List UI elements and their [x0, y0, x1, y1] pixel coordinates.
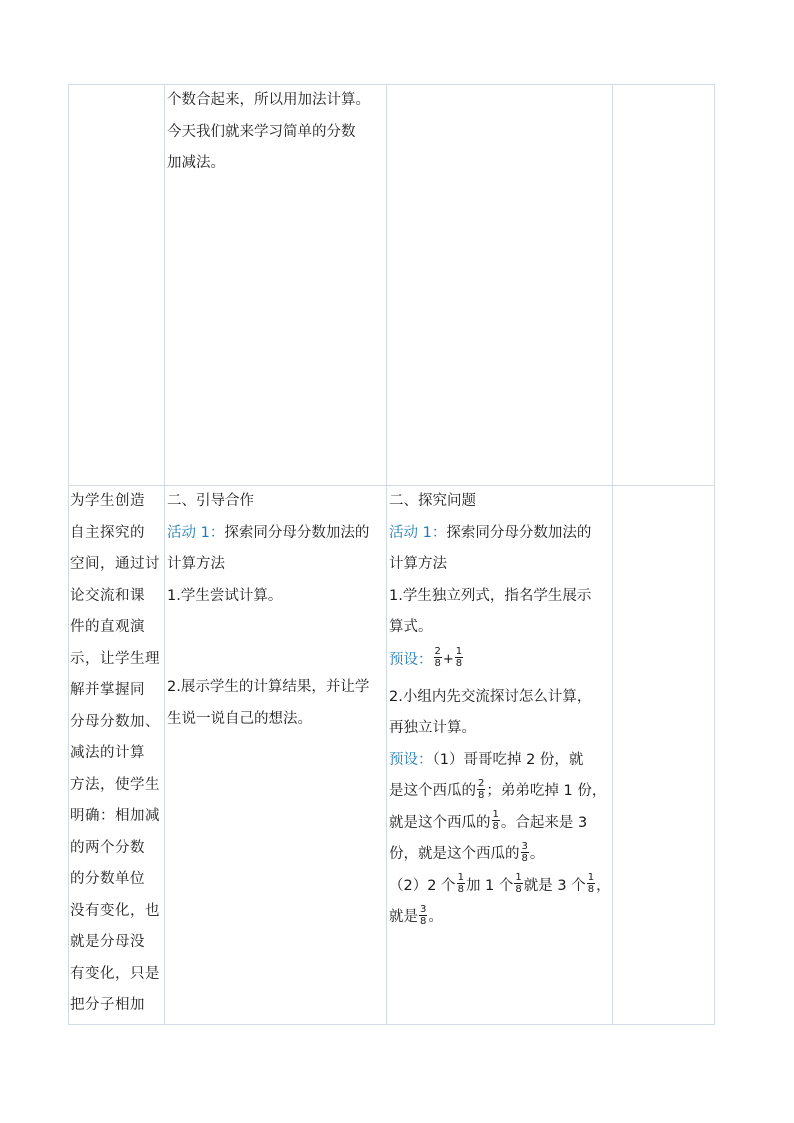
activity-label: 活动 1：: [167, 524, 225, 541]
fraction: [492, 809, 500, 832]
text-line: 分母分数加、: [70, 713, 160, 730]
denominator: 8: [434, 657, 441, 669]
denominator: 8: [420, 915, 427, 927]
text-line: 个数合起来，所以用加法计算。: [167, 92, 370, 108]
text-line: 方法，使学生: [70, 776, 160, 793]
text-line: 加减法。: [167, 155, 225, 171]
text-line: 就是分母没: [70, 934, 145, 950]
section-heading: 二、引导合作: [167, 493, 254, 509]
text-line: 示，让学生理: [70, 650, 160, 667]
notes-cell: [613, 85, 715, 486]
text-line: 的两个分数: [70, 839, 145, 856]
table-row: [69, 85, 715, 486]
text-line: [389, 808, 611, 840]
text-line: [389, 902, 611, 934]
fraction: [587, 872, 595, 895]
text: 。合起来是 3: [500, 814, 588, 831]
text-line: 2.小组内先交流探讨怎么计算，: [389, 688, 592, 705]
fraction: [455, 646, 463, 669]
numerator: 1: [457, 872, 464, 884]
text-line: 今天我们就来学习简单的分数: [167, 123, 356, 140]
student-activity-cell: [387, 85, 613, 486]
text: 是这个西瓜的: [389, 783, 476, 800]
text-line: 有变化，只是: [70, 965, 160, 982]
preset-label: 预设：: [389, 751, 433, 768]
numerator: 1: [492, 809, 499, 821]
activity-line: [167, 518, 385, 550]
text-line: 没有变化，也: [70, 902, 160, 919]
text: 就是: [389, 909, 418, 926]
preset-expression: [389, 644, 611, 676]
denominator: 8: [515, 884, 522, 896]
text-line: 件的直观演: [70, 619, 145, 635]
text-line: 1.学生独立列式，指名学生展示: [389, 587, 592, 604]
fraction: [521, 841, 529, 864]
text: 。: [529, 846, 545, 863]
text: ，: [596, 877, 611, 894]
teacher-activity-cell: [165, 486, 387, 1025]
numerator: 2: [478, 777, 485, 789]
text-line: [389, 776, 611, 808]
text: 份，就是这个西瓜的: [389, 846, 520, 863]
activity-text: 探索同分母分数加法的: [446, 524, 592, 541]
student-activity-cell: [387, 486, 613, 1025]
fraction: [434, 646, 442, 669]
section-heading: 二、探究问题: [389, 493, 476, 509]
plus-sign: +: [442, 651, 454, 667]
activity-text: 探索同分母分数加法的: [224, 524, 370, 541]
text: 就是这个西瓜的: [389, 814, 491, 831]
text: 就是 3 个: [523, 877, 586, 894]
fraction: [457, 872, 465, 895]
text-line: 的分数单位: [70, 871, 145, 887]
design-intent-cell: [69, 486, 165, 1025]
denominator: 8: [457, 884, 464, 896]
numerator: 1: [515, 872, 522, 884]
text-line: [389, 839, 611, 871]
text-line: 1.学生尝试计算。: [167, 587, 283, 604]
fraction: [419, 904, 427, 927]
text-line: [389, 745, 611, 777]
fraction: [514, 872, 522, 895]
text: 加 1 个: [465, 877, 514, 894]
text-line: 再独立计算。: [389, 720, 476, 737]
numerator: 1: [587, 872, 595, 884]
text-line: 计算方法: [167, 556, 225, 572]
text-line: 生说一说自己的想法。: [167, 710, 312, 727]
text-line: 把分子相加: [70, 997, 145, 1013]
text: （1）哥哥吃掉 2 份，就: [432, 751, 584, 768]
preset-label: 预设：: [389, 651, 433, 668]
text-line: 自主探究的: [70, 524, 145, 541]
text-line: 明确：相加减: [70, 808, 160, 824]
activity-line: [389, 518, 611, 550]
text: ；弟弟吃掉 1 份，: [486, 783, 607, 800]
text-line: 空间，通过讨: [70, 556, 160, 572]
design-intent-cell: [69, 85, 165, 486]
text-line: 减法的计算: [70, 745, 145, 761]
fraction: [477, 778, 485, 801]
text: （2）2 个: [389, 877, 456, 894]
text-line: 为学生创造: [70, 493, 145, 509]
numerator: 3: [521, 840, 528, 852]
text-line: 2.展示学生的计算结果，并让学: [167, 679, 370, 695]
text-line: 解并掌握同: [70, 682, 145, 698]
text-line: [389, 871, 611, 903]
lesson-plan-table: [68, 84, 715, 1025]
numerator: 3: [420, 903, 427, 915]
denominator: 8: [492, 821, 499, 833]
text: 。: [428, 909, 443, 926]
numerator: 2: [434, 645, 441, 657]
denominator: 8: [521, 852, 528, 864]
denominator: 8: [455, 657, 463, 669]
numerator: 1: [455, 645, 463, 657]
denominator: 8: [587, 884, 595, 896]
denominator: 8: [478, 789, 485, 801]
text-line: 论交流和课: [70, 587, 145, 604]
notes-cell: [613, 486, 715, 1025]
text-line: 算式。: [389, 619, 433, 635]
teacher-activity-cell: [165, 85, 387, 486]
activity-label: 活动 1：: [389, 524, 447, 541]
text-line: 计算方法: [389, 556, 447, 572]
table-row: [69, 486, 715, 1025]
